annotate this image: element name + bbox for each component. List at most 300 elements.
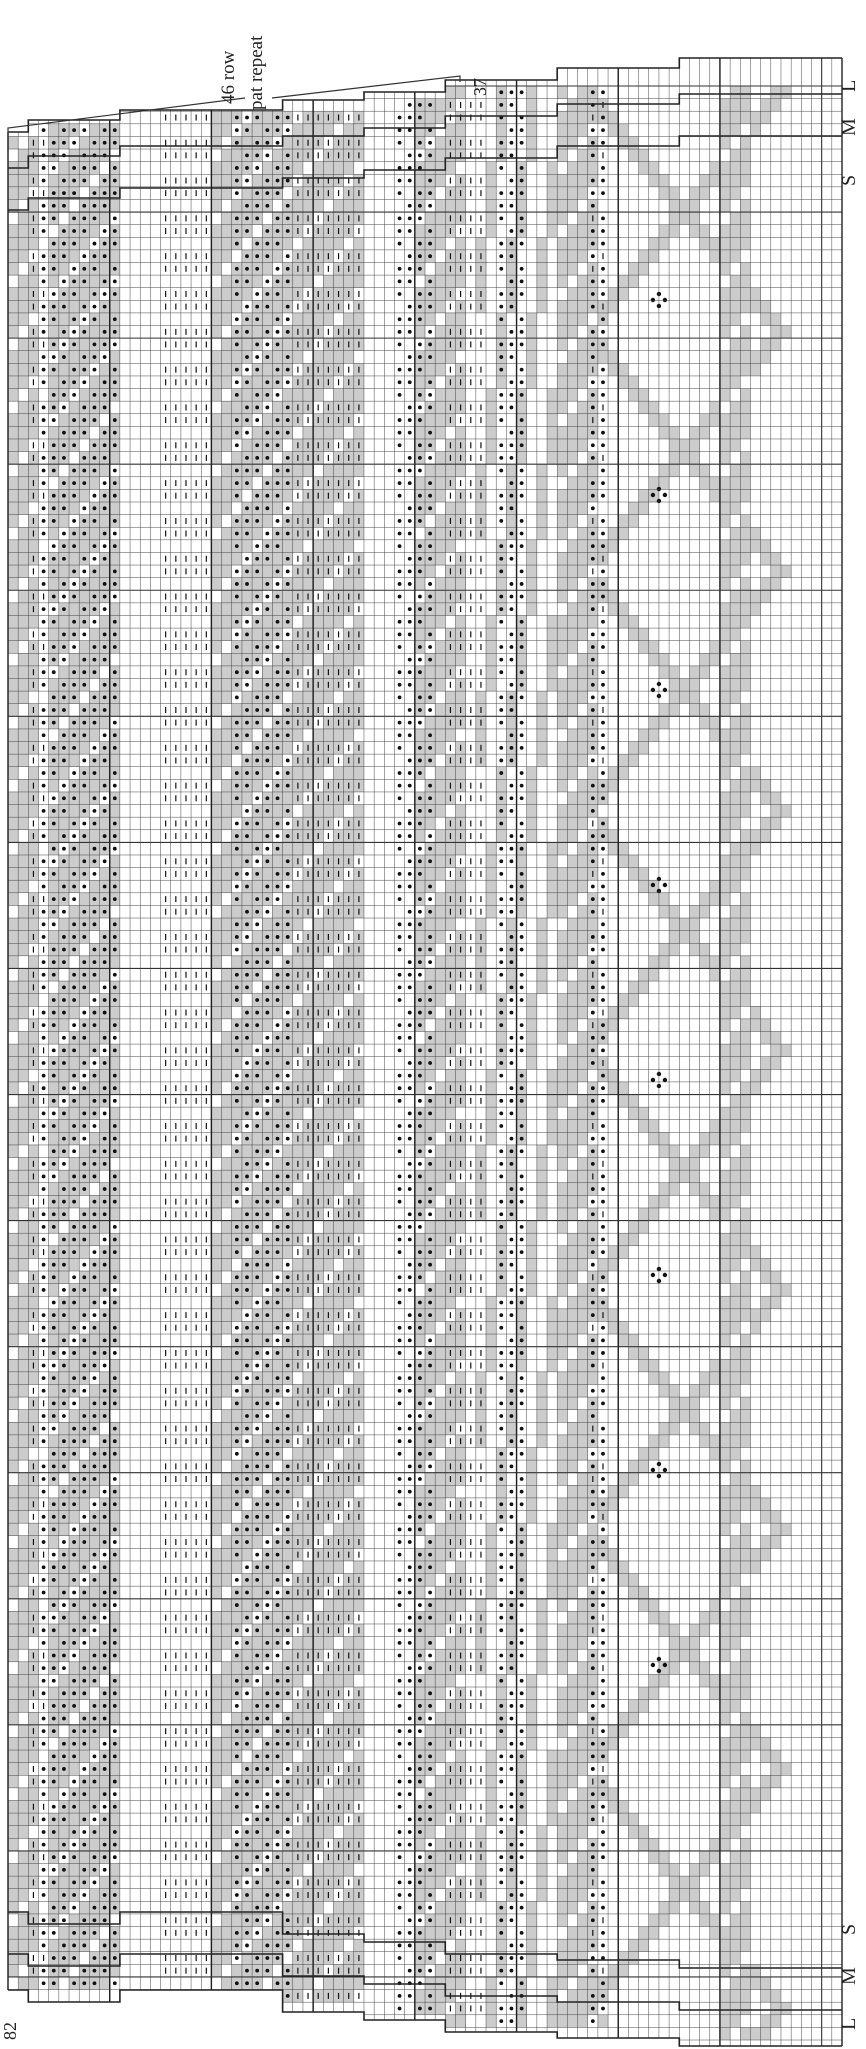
shaded-cell: [578, 1158, 588, 1171]
shaded-cell: [567, 1586, 577, 1599]
shaded-cell: [445, 918, 455, 931]
shaded-cell: [527, 124, 537, 137]
shaded-cell: [537, 1372, 547, 1385]
shaded-cell: [435, 1788, 445, 1801]
shaded-cell: [578, 376, 588, 389]
shaded-cell: [344, 1599, 354, 1612]
shaded-cell: [700, 956, 710, 969]
shaded-cell: [730, 99, 740, 112]
shaded-cell: [710, 1208, 720, 1221]
shaded-cell: [415, 1737, 425, 1750]
shaded-cell: [222, 817, 232, 830]
shaded-cell: [262, 1826, 272, 1839]
shaded-cell: [110, 1511, 120, 1524]
shaded-cell: [211, 426, 221, 439]
shaded-cell: [79, 842, 89, 855]
shaded-cell: [8, 1271, 18, 1284]
shaded-cell: [18, 792, 28, 805]
shaded-cell: [628, 855, 638, 868]
shaded-cell: [313, 237, 323, 250]
shaded-cell: [608, 779, 618, 792]
shaded-cell: [578, 817, 588, 830]
shaded-cell: [8, 918, 18, 931]
shaded-cell: [537, 250, 547, 263]
shaded-cell: [567, 414, 577, 427]
shaded-cell: [79, 641, 89, 654]
shaded-cell: [435, 1095, 445, 1108]
shaded-cell: [435, 1208, 445, 1221]
shaded-cell: [669, 691, 679, 704]
shaded-cell: [222, 338, 232, 351]
shaded-cell: [578, 275, 588, 288]
shaded-cell: [8, 805, 18, 818]
shaded-cell: [659, 666, 669, 679]
shaded-cell: [486, 1296, 496, 1309]
shaded-cell: [618, 1321, 628, 1334]
shaded-cell: [456, 1334, 466, 1347]
shaded-cell: [567, 1637, 577, 1650]
shaded-cell: [18, 1309, 28, 1322]
shaded-cell: [628, 136, 638, 149]
shaded-cell: [710, 1927, 720, 1940]
shaded-cell: [639, 262, 649, 275]
shaded-cell: [486, 174, 496, 187]
shaded-cell: [445, 653, 455, 666]
shaded-cell: [28, 1712, 38, 1725]
shaded-cell: [689, 931, 699, 944]
shaded-cell: [567, 1712, 577, 1725]
shaded-cell: [720, 1120, 730, 1133]
shaded-cell: [8, 1838, 18, 1851]
shaded-cell: [578, 527, 588, 540]
shaded-cell: [506, 1624, 516, 1637]
shaded-cell: [689, 1662, 699, 1675]
shaded-cell: [18, 1624, 28, 1637]
shaded-cell: [28, 842, 38, 855]
shaded-cell: [557, 653, 567, 666]
shaded-cell: [659, 1183, 669, 1196]
shaded-cell: [435, 1599, 445, 1612]
shaded-cell: [211, 1006, 221, 1019]
shaded-cell: [100, 1019, 110, 1032]
shaded-cell: [618, 1485, 628, 1498]
shaded-cell: [435, 1031, 445, 1044]
shaded-cell: [333, 1712, 343, 1725]
shaded-cell: [618, 1246, 628, 1259]
shaded-cell: [557, 1523, 567, 1536]
shaded-cell: [313, 1674, 323, 1687]
shaded-cell: [527, 1044, 537, 1057]
shaded-cell: [28, 1183, 38, 1196]
shaded-cell: [262, 162, 272, 175]
shaded-cell: [110, 1864, 120, 1877]
shaded-cell: [344, 1901, 354, 1914]
shaded-cell: [211, 1838, 221, 1851]
shaded-cell: [293, 1599, 303, 1612]
shaded-cell: [557, 1019, 567, 1032]
shaded-cell: [669, 1170, 679, 1183]
shaded-cell: [79, 1851, 89, 1864]
shaded-cell: [679, 931, 689, 944]
shaded-cell: [567, 1952, 577, 1965]
shaded-cell: [313, 313, 323, 326]
shaded-cell: [669, 905, 679, 918]
shaded-cell: [608, 767, 618, 780]
shaded-cell: [18, 275, 28, 288]
shaded-cell: [222, 300, 232, 313]
shaded-cell: [293, 1031, 303, 1044]
shaded-cell: [537, 464, 547, 477]
shaded-cell: [720, 1309, 730, 1322]
shaded-cell: [506, 716, 516, 729]
shaded-cell: [28, 275, 38, 288]
shaded-cell: [323, 1069, 333, 1082]
shaded-cell: [639, 868, 649, 881]
shaded-cell: [476, 1864, 486, 1877]
shaded-cell: [323, 691, 333, 704]
shaded-cell: [618, 994, 628, 1007]
shaded-cell: [639, 968, 649, 981]
shaded-cell: [537, 1876, 547, 1889]
shaded-cell: [689, 943, 699, 956]
shaded-cell: [567, 1548, 577, 1561]
shaded-cell: [720, 628, 730, 641]
shaded-cell: [720, 225, 730, 238]
shaded-cell: [496, 1031, 506, 1044]
shaded-cell: [272, 1107, 282, 1120]
shaded-cell: [211, 1574, 221, 1587]
shaded-cell: [456, 502, 466, 515]
shaded-cell: [720, 943, 730, 956]
shaded-cell: [557, 994, 567, 1007]
shaded-cell: [222, 225, 232, 238]
shaded-cell: [435, 1876, 445, 1889]
shaded-cell: [313, 767, 323, 780]
shaded-cell: [700, 716, 710, 729]
shaded-cell: [537, 1624, 547, 1637]
shaded-cell: [344, 1221, 354, 1234]
shaded-cell: [18, 842, 28, 855]
shaded-cell: [18, 351, 28, 364]
shaded-cell: [28, 1410, 38, 1423]
shaded-cell: [486, 1763, 496, 1776]
shaded-cell: [69, 1006, 79, 1019]
shaded-cell: [354, 1712, 364, 1725]
shaded-cell: [476, 1410, 486, 1423]
shaded-cell: [222, 805, 232, 818]
shaded-cell: [293, 1410, 303, 1423]
shaded-cell: [730, 275, 740, 288]
shaded-cell: [720, 2027, 730, 2040]
shaded-cell: [435, 1422, 445, 1435]
shaded-cell: [700, 426, 710, 439]
shaded-cell: [89, 1082, 99, 1095]
shaded-cell: [547, 1132, 557, 1145]
shaded-cell: [8, 1195, 18, 1208]
shaded-cell: [344, 389, 354, 402]
shaded-cell: [557, 565, 567, 578]
shaded-cell: [28, 805, 38, 818]
shaded-cell: [649, 1120, 659, 1133]
shaded-cell: [567, 1674, 577, 1687]
shaded-cell: [588, 1977, 598, 1990]
shaded-cell: [18, 868, 28, 881]
shaded-cell: [283, 540, 293, 553]
shaded-cell: [486, 1574, 496, 1587]
shaded-cell: [69, 1561, 79, 1574]
shaded-cell: [222, 237, 232, 250]
shaded-cell: [608, 1069, 618, 1082]
shaded-cell: [456, 1448, 466, 1461]
shaded-cell: [333, 1561, 343, 1574]
shaded-cell: [49, 578, 59, 591]
shaded-cell: [272, 1006, 282, 1019]
shaded-cell: [588, 767, 598, 780]
shaded-cell: [628, 1700, 638, 1713]
shaded-cell: [689, 212, 699, 225]
shaded-cell: [649, 1208, 659, 1221]
shaded-cell: [222, 1927, 232, 1940]
shaded-cell: [567, 704, 577, 717]
shaded-cell: [59, 666, 69, 679]
shaded-cell: [689, 439, 699, 452]
shaded-cell: [354, 502, 364, 515]
shaded-cell: [547, 855, 557, 868]
shaded-cell: [557, 527, 567, 540]
shaded-cell: [710, 1372, 720, 1385]
shaded-cell: [720, 981, 730, 994]
shaded-cell: [537, 704, 547, 717]
shaded-cell: [567, 250, 577, 263]
shaded-cell: [425, 1473, 435, 1486]
shaded-cell: [28, 351, 38, 364]
shaded-cell: [333, 918, 343, 931]
shaded-cell: [557, 1435, 567, 1448]
shaded-cell: [628, 376, 638, 389]
shaded-cell: [344, 1674, 354, 1687]
shaded-cell: [456, 1145, 466, 1158]
shaded-cell: [567, 162, 577, 175]
shaded-cell: [537, 943, 547, 956]
shaded-cell: [344, 729, 354, 742]
shaded-cell: [720, 880, 730, 893]
shaded-cell: [211, 1448, 221, 1461]
shaded-cell: [578, 1485, 588, 1498]
shaded-cell: [8, 691, 18, 704]
shaded-cell: [517, 1813, 527, 1826]
shaded-cell: [232, 1460, 242, 1473]
shaded-cell: [445, 464, 455, 477]
shaded-cell: [110, 199, 120, 212]
shaded-cell: [669, 1889, 679, 1902]
shaded-cell: [262, 515, 272, 528]
shaded-cell: [89, 477, 99, 490]
shaded-cell: [628, 994, 638, 1007]
shaded-cell: [89, 981, 99, 994]
shaded-cell: [557, 1901, 567, 1914]
shaded-cell: [222, 1107, 232, 1120]
shaded-cell: [720, 376, 730, 389]
shaded-cell: [211, 1498, 221, 1511]
shaded-cell: [730, 212, 740, 225]
shaded-cell: [425, 1826, 435, 1839]
shaded-cell: [567, 426, 577, 439]
shaded-cell: [28, 615, 38, 628]
shaded-cell: [537, 716, 547, 729]
shaded-cell: [79, 1649, 89, 1662]
shaded-cell: [435, 1309, 445, 1322]
shaded-cell: [527, 1712, 537, 1725]
shaded-cell: [18, 779, 28, 792]
shaded-cell: [445, 1485, 455, 1498]
shaded-cell: [486, 199, 496, 212]
shaded-cell: [344, 1637, 354, 1650]
shaded-cell: [435, 452, 445, 465]
shaded-cell: [211, 1712, 221, 1725]
shaded-cell: [720, 679, 730, 692]
shaded-cell: [293, 313, 303, 326]
shaded-cell: [435, 1120, 445, 1133]
shaded-cell: [669, 1158, 679, 1171]
shaded-cell: [608, 363, 618, 376]
shaded-cell: [415, 1990, 425, 2003]
shaded-cell: [313, 1258, 323, 1271]
shaded-cell: [222, 1611, 232, 1624]
shaded-cell: [456, 767, 466, 780]
shaded-cell: [435, 666, 445, 679]
shaded-cell: [435, 527, 445, 540]
shaded-cell: [323, 1561, 333, 1574]
shaded-cell: [578, 1284, 588, 1297]
shaded-cell: [435, 1775, 445, 1788]
shaded-cell: [435, 363, 445, 376]
shaded-cell: [18, 590, 28, 603]
shaded-cell: [344, 1334, 354, 1347]
shaded-cell: [486, 1309, 496, 1322]
shaded-cell: [669, 679, 679, 692]
shaded-cell: [79, 1397, 89, 1410]
shaded-cell: [69, 603, 79, 616]
shaded-cell: [557, 136, 567, 149]
shaded-cell: [232, 1158, 242, 1171]
shaded-cell: [18, 1889, 28, 1902]
shaded-cell: [18, 489, 28, 502]
shaded-cell: [59, 363, 69, 376]
shaded-cell: [567, 1372, 577, 1385]
shaded-cell: [578, 666, 588, 679]
shaded-cell: [354, 1145, 364, 1158]
shaded-cell: [689, 225, 699, 238]
shaded-cell: [456, 426, 466, 439]
shaded-cell: [303, 767, 313, 780]
shaded-cell: [313, 1826, 323, 1839]
shaded-cell: [222, 1977, 232, 1990]
shaded-cell: [578, 603, 588, 616]
shaded-cell: [18, 1435, 28, 1448]
shaded-cell: [476, 275, 486, 288]
shaded-cell: [578, 1674, 588, 1687]
shaded-cell: [567, 515, 577, 528]
shaded-cell: [527, 149, 537, 162]
shaded-cell: [100, 212, 110, 225]
shaded-cell: [557, 641, 567, 654]
shaded-cell: [486, 666, 496, 679]
shaded-cell: [232, 552, 242, 565]
shaded-cell: [100, 817, 110, 830]
shaded-cell: [8, 1082, 18, 1095]
shaded-cell: [8, 1384, 18, 1397]
shaded-cell: [567, 1927, 577, 1940]
shaded-cell: [679, 679, 689, 692]
shaded-cell: [323, 1788, 333, 1801]
shaded-cell: [557, 817, 567, 830]
shaded-cell: [222, 905, 232, 918]
shaded-cell: [283, 1750, 293, 1763]
shaded-cell: [720, 893, 730, 906]
shaded-cell: [720, 956, 730, 969]
shaded-cell: [283, 338, 293, 351]
shaded-cell: [567, 300, 577, 313]
shaded-cell: [486, 1334, 496, 1347]
shaded-cell: [415, 1132, 425, 1145]
shaded-cell: [8, 313, 18, 326]
shaded-cell: [222, 842, 232, 855]
shaded-cell: [730, 313, 740, 326]
shaded-cell: [222, 1410, 232, 1423]
shaded-cell: [639, 401, 649, 414]
shaded-cell: [547, 452, 557, 465]
shaded-cell: [578, 1687, 588, 1700]
shaded-cell: [49, 275, 59, 288]
shaded-cell: [557, 968, 567, 981]
shaded-cell: [211, 1271, 221, 1284]
shaded-cell: [557, 326, 567, 339]
shaded-cell: [222, 691, 232, 704]
shaded-cell: [567, 868, 577, 881]
shaded-cell: [232, 351, 242, 364]
shaded-cell: [445, 842, 455, 855]
shaded-cell: [354, 615, 364, 628]
shaded-cell: [262, 1775, 272, 1788]
shaded-cell: [557, 212, 567, 225]
shaded-cell: [242, 1700, 252, 1713]
shaded-cell: [69, 552, 79, 565]
shaded-cell: [222, 1170, 232, 1183]
shaded-cell: [700, 414, 710, 427]
shaded-cell: [517, 452, 527, 465]
shaded-cell: [700, 666, 710, 679]
shaded-cell: [567, 552, 577, 565]
shaded-cell: [313, 1637, 323, 1650]
shaded-cell: [628, 1107, 638, 1120]
shaded-cell: [283, 1397, 293, 1410]
shaded-cell: [59, 817, 69, 830]
shaded-cell: [222, 313, 232, 326]
shaded-cell: [720, 174, 730, 187]
shaded-cell: [496, 578, 506, 591]
shaded-cell: [527, 817, 537, 830]
shaded-cell: [293, 918, 303, 931]
shaded-cell: [527, 1258, 537, 1271]
shaded-cell: [262, 1422, 272, 1435]
shaded-cell: [435, 830, 445, 843]
shaded-cell: [18, 691, 28, 704]
shaded-cell: [557, 1372, 567, 1385]
shaded-cell: [18, 1851, 28, 1864]
shaded-cell: [59, 1574, 69, 1587]
shaded-cell: [628, 1813, 638, 1826]
shaded-cell: [303, 237, 313, 250]
